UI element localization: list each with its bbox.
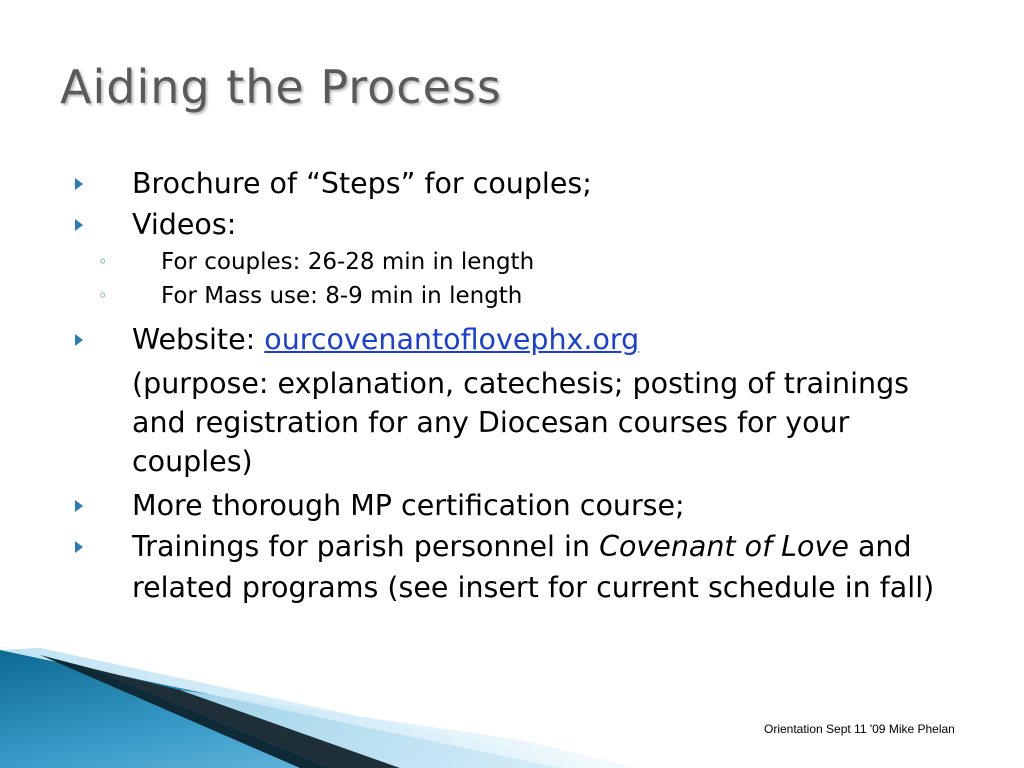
slide-title: Aiding the Process xyxy=(60,60,502,114)
bullet-text: Videos: xyxy=(132,208,237,241)
hollow-circle-icon: ◦ xyxy=(98,252,108,271)
triangle-right-icon xyxy=(72,204,92,245)
sub-bullet-text: For couples: 26-28 min in length xyxy=(161,249,535,275)
triangle-right-icon xyxy=(72,163,92,204)
footer-text: Orientation Sept 11 '09 Mike Phelan xyxy=(764,722,955,736)
hollow-circle-icon: ◦ xyxy=(98,286,108,305)
bullet-list xyxy=(72,163,942,608)
bullet-text: More thorough MP certification course; xyxy=(132,489,685,522)
triangle-right-icon xyxy=(72,526,92,567)
website-purpose-note: (purpose: explanation, catechesis; posting of trainings and registration for any Diocesan courses for your couples) xyxy=(132,367,910,478)
bullet-text: Brochure of “Steps” for couples; xyxy=(132,167,592,200)
bullet-text-suffix: and related programs (see insert for current schedule in fall) xyxy=(132,530,935,604)
bullet-text-prefix: Trainings for parish personnel in xyxy=(132,530,600,563)
sub-list-item xyxy=(72,245,942,279)
program-name: Covenant of Love xyxy=(599,530,849,563)
sub-list-item xyxy=(72,279,942,313)
website-label: Website: xyxy=(132,323,265,356)
website-link[interactable]: ourcovenantoflovephx.org xyxy=(264,323,640,356)
list-item xyxy=(72,204,942,245)
list-item xyxy=(72,526,942,608)
list-item xyxy=(72,485,942,526)
triangle-right-icon xyxy=(72,485,92,526)
list-item xyxy=(72,163,942,204)
list-item-website xyxy=(72,319,942,360)
triangle-right-icon xyxy=(72,319,92,360)
sub-bullet-text: For Mass use: 8-9 min in length xyxy=(161,283,523,309)
